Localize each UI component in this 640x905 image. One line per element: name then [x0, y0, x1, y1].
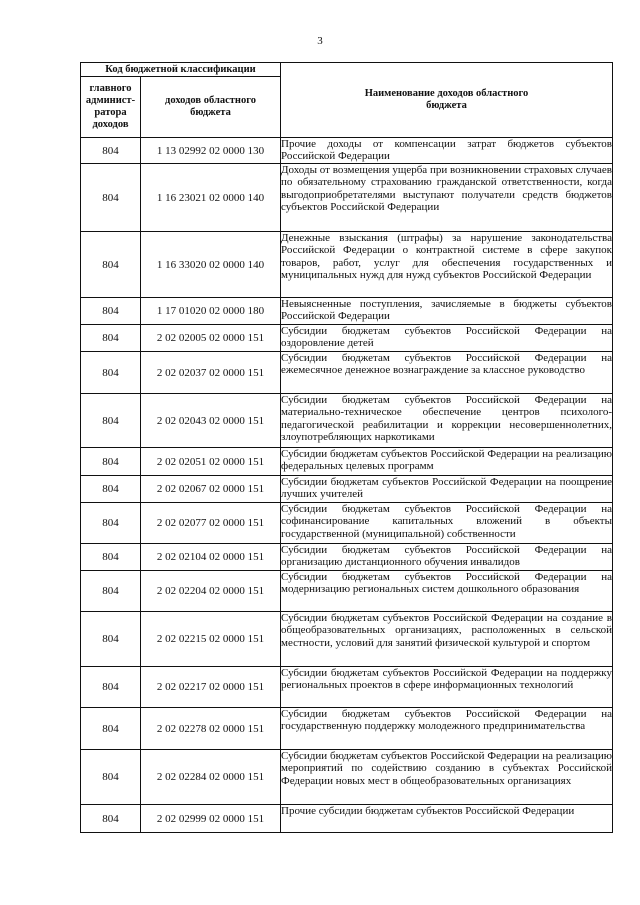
table-row	[81, 544, 613, 571]
header-revenue-name	[281, 63, 613, 138]
admin-code: 804	[81, 667, 141, 708]
admin-code: 804	[81, 476, 141, 503]
revenue-name: Доходы от возмещения ущерба при возникновении страховых случаев по обязательному страхованию гражданской ответственности, когда выгодоприобретателями выступают получатели средств бюджетов субъектов Российской Федерации	[281, 164, 613, 232]
admin-code: 804	[81, 544, 141, 571]
header-chief-administrator-label: главного админист-ратора доходов	[85, 83, 136, 130]
admin-code: 804	[81, 612, 141, 667]
table-row	[81, 298, 613, 325]
table-row	[81, 164, 613, 232]
revenue-code: 2 02 02284 02 0000 151	[141, 750, 281, 805]
admin-code: 804	[81, 750, 141, 805]
revenue-name: Субсидии бюджетам субъектов Российской Федерации на модернизацию региональных систем дошкольного образования	[281, 571, 613, 612]
revenue-code: 1 16 33020 02 0000 140	[141, 232, 281, 298]
table-row	[81, 571, 613, 612]
revenue-code: 2 02 02217 02 0000 151	[141, 667, 281, 708]
table-row	[81, 708, 613, 750]
revenue-code: 2 02 02278 02 0000 151	[141, 708, 281, 750]
budget-classification-table	[80, 62, 613, 833]
admin-code: 804	[81, 298, 141, 325]
admin-code: 804	[81, 571, 141, 612]
revenue-name: Невыясненные поступления, зачисляемые в бюджеты субъектов Российской Федерации	[281, 298, 613, 325]
revenue-name: Субсидии бюджетам субъектов Российской Федерации на организацию дистанционного обучения инвалидов	[281, 544, 613, 571]
admin-code: 804	[81, 448, 141, 476]
table-row	[81, 448, 613, 476]
revenue-name: Субсидии бюджетам субъектов Российской Федерации на ежемесячное денежное вознаграждение за классное руководство	[281, 352, 613, 394]
revenue-code: 2 02 02043 02 0000 151	[141, 394, 281, 448]
header-revenue-code	[141, 77, 281, 138]
revenue-name: Прочие доходы от компенсации затрат бюджетов субъектов Российской Федерации	[281, 138, 612, 163]
header-budget-classification-code: Код бюджетной классификации	[81, 63, 281, 77]
revenue-name: Субсидии бюджетам субъектов Российской Федерации на реализацию мероприятий по содействию созданию в субъектах Российской Федерации новых мест в общеобразовательных организациях	[281, 750, 613, 805]
admin-code: 804	[81, 138, 141, 164]
table-row	[81, 805, 613, 833]
table-row	[81, 232, 613, 298]
page-number: 3	[317, 35, 323, 47]
revenue-name: Субсидии бюджетам субъектов Российской Федерации на оздоровление детей	[281, 325, 613, 352]
revenue-code: 2 02 02215 02 0000 151	[141, 612, 281, 667]
admin-code: 804	[81, 805, 141, 833]
table-row	[81, 612, 613, 667]
revenue-name: Субсидии бюджетам субъектов Российской Федерации на поощрение лучших учителей	[281, 476, 613, 503]
revenue-code: 2 02 02051 02 0000 151	[141, 448, 281, 476]
revenue-name: Субсидии бюджетам субъектов Российской Федерации на государственную поддержку молодежного предпринимательства	[281, 708, 613, 750]
revenue-code: 1 13 02992 02 0000 130	[141, 138, 281, 164]
table-row	[81, 325, 613, 352]
revenue-code: 2 02 02999 02 0000 151	[141, 805, 281, 833]
table-row	[81, 352, 613, 394]
table-row	[81, 476, 613, 503]
revenue-name: Субсидии бюджетам субъектов Российской Федерации на материально-техническое обеспечение центров психолого-педагогической реабилитации и коррекции несовершеннолетних, злоупотребляющих наркотиками	[281, 394, 613, 448]
revenue-name: Субсидии бюджетам субъектов Российской Федерации на поддержку региональных проектов в сфере информационных технологий	[281, 667, 613, 708]
revenue-name: Прочие субсидии бюджетам субъектов Российской Федерации	[281, 805, 613, 833]
revenue-code: 2 02 02067 02 0000 151	[141, 476, 281, 503]
table-row	[81, 503, 613, 544]
admin-code: 804	[81, 708, 141, 750]
table-row	[81, 667, 613, 708]
table-row	[81, 138, 613, 164]
revenue-code: 1 17 01020 02 0000 180	[141, 298, 281, 325]
table-row	[81, 750, 613, 805]
revenue-code: 1 16 23021 02 0000 140	[141, 164, 281, 232]
admin-code: 804	[81, 394, 141, 448]
revenue-name: Субсидии бюджетам субъектов Российской Федерации на создание в общеобразовательных организациях, расположенных в сельской местности, условий для занятий физической культурой и спортом	[281, 612, 613, 667]
revenue-code: 2 02 02005 02 0000 151	[141, 325, 281, 352]
header-revenue-name-label: Наименование доходов областного бюджета	[364, 88, 529, 111]
revenue-code: 2 02 02037 02 0000 151	[141, 352, 281, 394]
revenue-name: Субсидии бюджетам субъектов Российской Федерации на софинансирование капитальных вложений в объекты государственной (муниципальной) собственности	[281, 503, 613, 544]
header-revenue-code-label: доходов областного бюджета	[165, 95, 256, 118]
admin-code: 804	[81, 503, 141, 544]
revenue-code: 2 02 02104 02 0000 151	[141, 544, 281, 571]
table-row	[81, 394, 613, 448]
admin-code: 804	[81, 164, 141, 232]
revenue-name: Субсидии бюджетам субъектов Российской Федерации на реализацию федеральных целевых программ	[281, 448, 613, 476]
admin-code: 804	[81, 232, 141, 298]
revenue-name: Денежные взыскания (штрафы) за нарушение законодательства Российской Федерации о контрактной системе в сфере закупок товаров, работ, услуг для обеспечения государственных и муниципальных нужд для нужд субъектов Российской Федерации	[281, 232, 613, 298]
revenue-code: 2 02 02077 02 0000 151	[141, 503, 281, 544]
admin-code: 804	[81, 325, 141, 352]
header-chief-administrator	[81, 77, 141, 138]
revenue-code: 2 02 02204 02 0000 151	[141, 571, 281, 612]
admin-code: 804	[81, 352, 141, 394]
